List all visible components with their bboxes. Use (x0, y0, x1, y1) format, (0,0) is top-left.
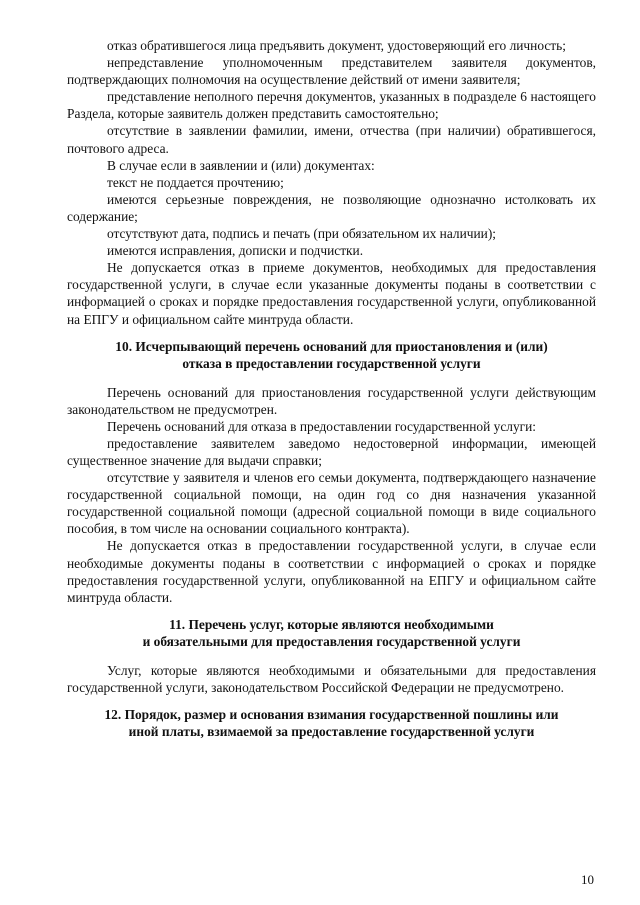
heading-line: 10. Исчерпывающий перечень оснований для приостановления и (или) (115, 338, 548, 354)
paragraph: Услуг, которые являются необходимыми и обязательными для предоставления государственной услуги, законодательством Российской Федерации не предусмотрено. (67, 662, 596, 695)
heading-line: 11. Перечень услуг, которые являются необходимыми (169, 616, 494, 632)
paragraph: представление неполного перечня документов, указанных в подразделе 6 настоящего Раздела, которые заявитель должен представить самостоятельно; (67, 89, 596, 122)
paragraph: В случае если в заявлении и (или) документах: (107, 157, 375, 173)
page-number: 10 (581, 872, 594, 887)
paragraph: отсутствие у заявителя и членов его семьи документа, подтверждающего назначение государственной социальной помощи, на один год со дня назначения указанной государственной социальной помощи (адресной социальной помощи в виде социального пособия, в том числе на основании социального контракта). (67, 470, 596, 537)
paragraph: имеются серьезные повреждения, не позволяющие однозначно истолковать их содержание; (67, 191, 596, 224)
paragraph: имеются исправления, дописки и подчистки. (107, 243, 364, 259)
section-11-heading (67, 616, 596, 650)
paragraph: текст не поддается прочтению; (107, 174, 284, 190)
heading-line: иной платы, взимаемой за предоставление государственной услуги (128, 724, 535, 739)
section-10-heading (67, 338, 596, 372)
heading-line: и обязательными для предоставления государственной услуги (142, 633, 521, 649)
paragraph: отсутствуют дата, подпись и печать (при обязательном их наличии); (107, 226, 496, 242)
heading-line: 12. Порядок, размер и основания взимания государственной пошлины или (104, 707, 559, 722)
section-12-heading (67, 706, 596, 740)
paragraph: Не допускается отказ в приеме документов, необходимых для предоставления государственной услуги, в случае если указанные документы поданы в соответствии с информацией о сроках и порядке предоставления государственной услуги, опубликованной на ЕПГУ и официальном сайте минтруда области. (67, 260, 596, 327)
paragraph: отсутствие в заявлении фамилии, имени, отчества (при наличии) обратившегося, почтового адреса. (67, 123, 596, 156)
paragraph: Перечень оснований для отказа в предоставлении государственной услуги: (107, 418, 537, 434)
paragraph: Не допускается отказ в предоставлении государственной услуги, в случае если необходимые документы поданы в соответствии с информацией о сроках и порядке предоставления государственной услуги, опубликованной на ЕПГУ и официальном сайте минтруда области. (67, 538, 596, 605)
paragraph: непредставление уполномоченным представителем заявителя документов, подтверждающих полномочия на осуществление действий от имени заявителя; (67, 55, 596, 88)
heading-line: отказа в предоставлении государственной услуги (182, 355, 481, 371)
paragraph: предоставление заявителем заведомо недостоверной информации, имеющей существенное значение для выдачи справки; (67, 435, 596, 468)
paragraph: отказ обратившегося лица предъявить документ, удостоверяющий его личность; (107, 38, 566, 53)
paragraph: Перечень оснований для приостановления государственной услуги действующим законодательством не предусмотрен. (67, 384, 596, 417)
